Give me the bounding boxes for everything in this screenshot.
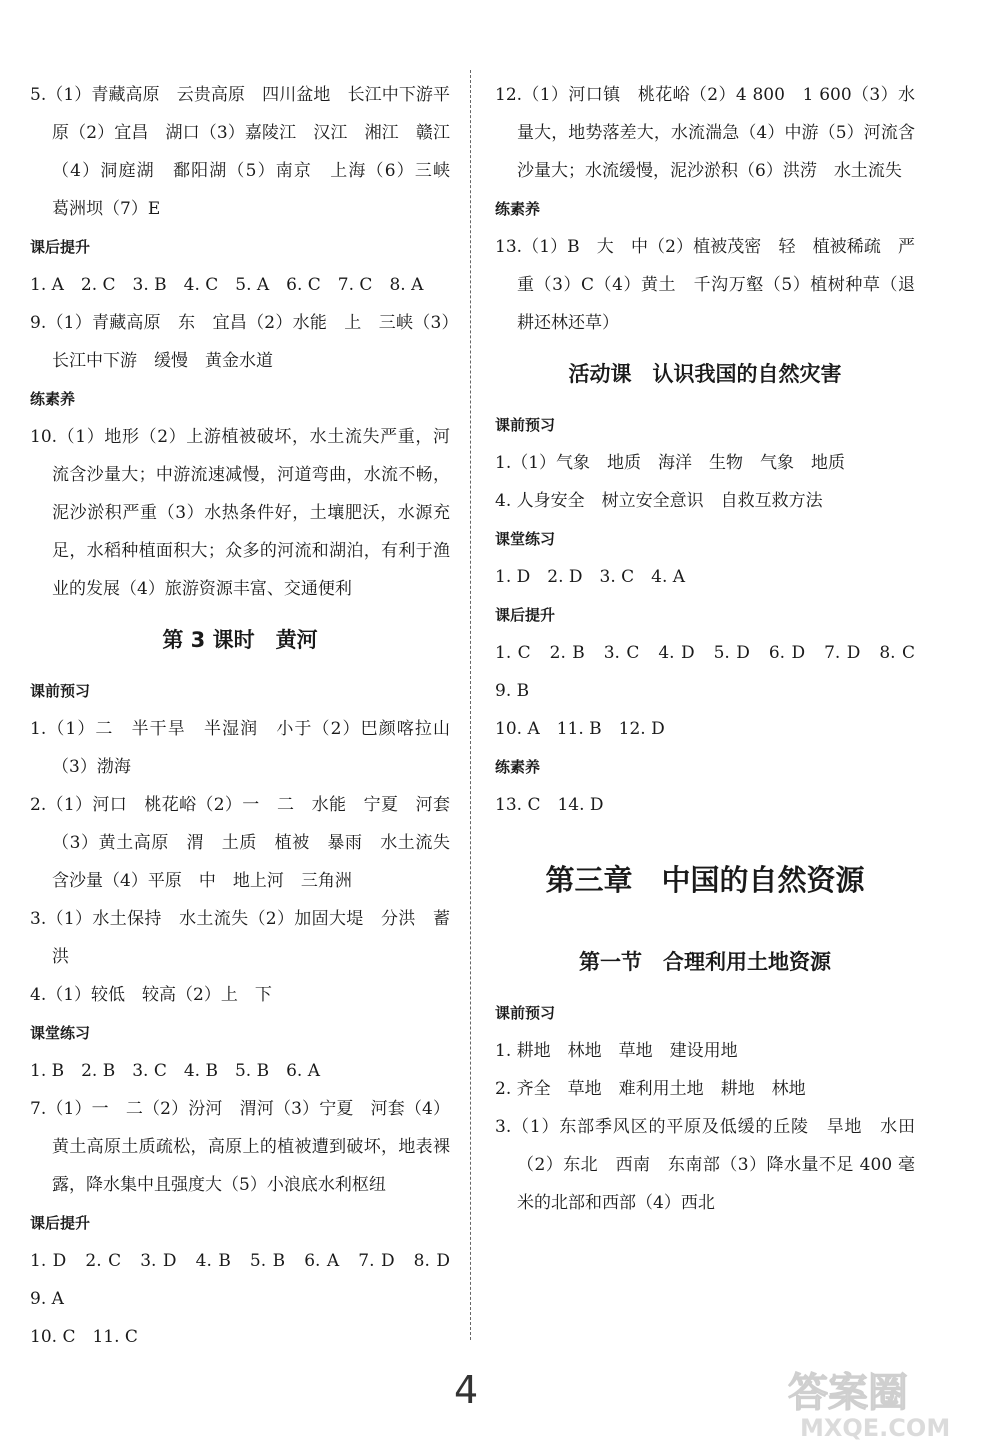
label-keqian-yuxi: 课前预习 [495,416,556,434]
label-kehou-tisheng: 课后提升 [495,606,556,624]
label-keqian-yuxi: 课前预习 [30,682,91,700]
watermark-url: MXQE.COM [800,1414,951,1440]
activity-title: 活动课 认识我国的自然灾害 [568,362,842,386]
answer-ketang-7: 7.（1）一 二（2）汾河 渭河（3）宁夏 河套（4）黄土高原土质疏松，高原上的植被遭到破坏，地表裸露，降水集中且强度大（5）小浪底水利枢纽 [30,1099,450,1195]
watermark-logo [780,1362,990,1440]
answer-ketang-1-6: 1. B 2. B 3. C 4. B 5. B 6. A [30,1061,320,1081]
answer-ketang-1-4: 1. D 2. D 3. C 4. A [495,567,686,587]
answer-kehou-1-8: 1. A 2. C 3. B 4. C 5. A 6. C 7. C 8. A [30,275,424,295]
left-column [30,76,467,1356]
answer-keqian2-3: 3.（1）东部季风区的平原及低缓的丘陵 旱地 水田（2）东北 西南 东南部（3）降水量不足 400 毫米的北部和西部（4）西北 [495,1117,915,1213]
section-title-tudi: 第一节 合理利用土地资源 [579,950,831,974]
answer-keqian-2: 2.（1）河口 桃花峪（2）一 二 水能 宁夏 河套（3）黄土高原 渭 土质 植被 暴雨 水土流失 含沙量（4）平原 中 地上河 三角洲 [30,795,467,891]
label-ketang-lianxi: 课堂练习 [495,530,556,548]
answer-keqian-1: 1.（1）二 半干旱 半湿润 小于（2）巴颜喀拉山（3）渤海 [30,719,450,777]
answer-kehou-10-12: 10. A 11. B 12. D [495,719,665,739]
column-divider [470,70,471,1340]
label-kehou-tisheng: 课后提升 [30,238,91,256]
label-lian-suyang: 练素养 [495,200,541,218]
answer-q9: 9.（1）青藏高原 东 宜昌（2）水能 上 三峡（3）长江中下游 缓慢 黄金水道 [30,313,450,371]
answer-q10: 10.（1）地形（2）上游植被破坏，水土流失严重，河流含沙量大；中游流速减慢，河道弯曲，水流不畅，泥沙淤积严重（3）水热条件好，土壤肥沃，水源充足，水稻种植面积大；众多的河流和湖泊，有利于渔业的发展（4）旅游资源丰富、交通便利 [30,427,450,599]
answer-kehou-1-9: 1. C 2. B 3. C 4. D 5. D 6. D 7. D 8. C 9. B [495,643,932,701]
answer-keqian2-1: 1. 耕地 林地 草地 建设用地 [495,1041,738,1061]
chapter-title: 第三章 中国的自然资源 [545,863,865,897]
label-kehou-tisheng-2: 课后提升 [30,1214,91,1232]
answer-keqian-4: 4. 人身安全 树立安全意识 自救互救方法 [495,491,823,511]
answer-lian-13-14: 13. C 14. D [495,795,604,815]
answer-q5: 5.（1）青藏高原 云贵高原 四川盆地 长江中下游平原（2）宜昌 湖口（3）嘉陵江 汉江 湘江 赣江（4）洞庭湖 鄱阳湖（5）南京 上海（6）三峡 葛洲坝（7）E [30,85,467,219]
label-lian-suyang: 练素养 [30,390,76,408]
label-ketang-lianxi: 课堂练习 [30,1024,91,1042]
answer-keqian2-2: 2. 齐全 草地 难利用土地 耕地 林地 [495,1079,806,1099]
answer-kehou2-1-9: 1. D 2. C 3. D 4. B 5. B 6. A 7. D 8. D 9. A [30,1251,467,1309]
answer-q13: 13.（1）B 大 中（2）植被茂密 轻 植被稀疏 严重（3）C（4）黄土 千沟万壑（5）植树种草（退耕还林还草） [495,237,915,333]
answer-keqian-4: 4.（1）较低 较高（2）上 下 [30,985,272,1005]
watermark-text: 答案圈 [788,1370,908,1416]
answer-keqian-1: 1.（1）气象 地质 海洋 生物 气象 地质 [495,453,846,473]
right-column [495,76,932,1222]
section-title-huanghe: 第 3 课时 黄河 [162,628,318,652]
label-keqian-yuxi-2: 课前预习 [495,1004,556,1022]
answer-kehou2-10-11: 10. C 11. C [30,1327,138,1347]
answer-q12: 12.（1）河口镇 桃花峪（2）4 800 1 600（3）水量大，地势落差大，水流湍急（4）中游（5）河流含沙量大；水流缓慢，泥沙淤积（6）洪涝 水土流失 [495,85,915,181]
answer-keqian-3: 3.（1）水土保持 水土流失（2）加固大堤 分洪 蓄洪 [30,909,450,967]
page-number: 4 [454,1368,479,1412]
label-lian-suyang-2: 练素养 [495,758,541,776]
